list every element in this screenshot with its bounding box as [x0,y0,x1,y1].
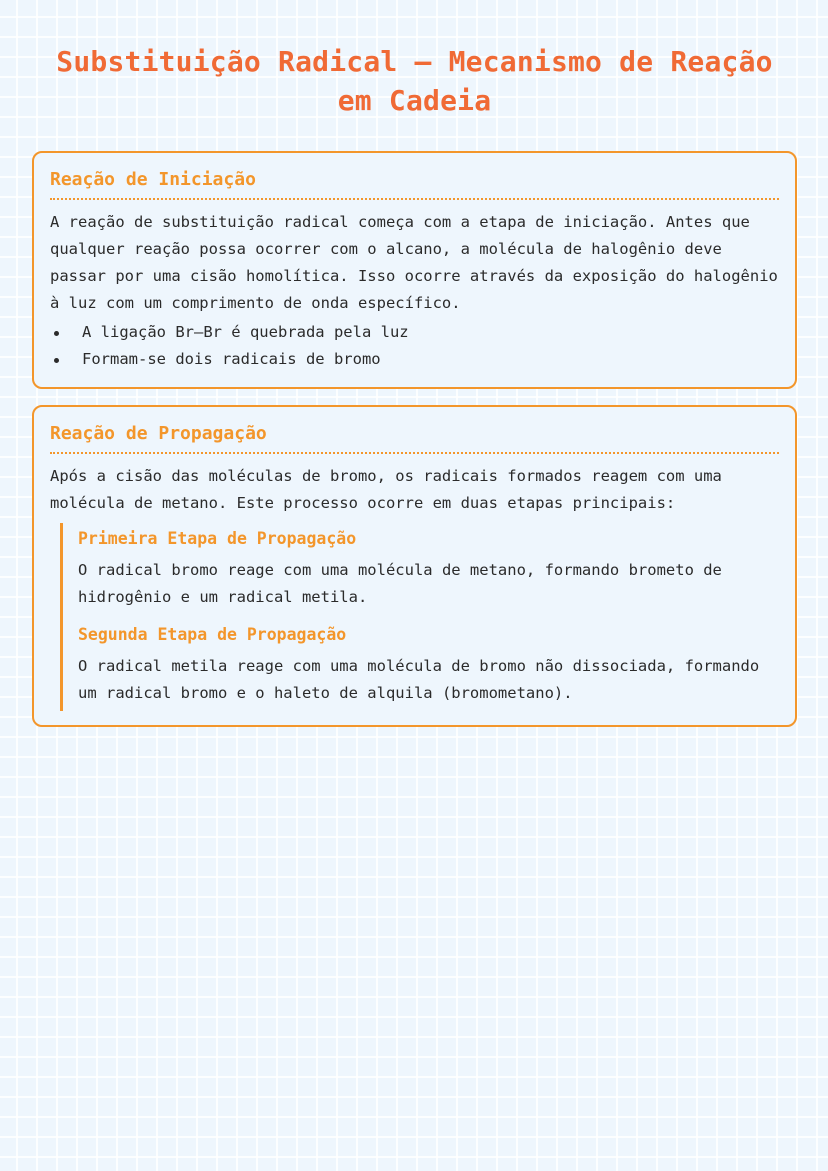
list-item [50,319,779,346]
document-title: Substituição Radical – Mecanismo de Reação em Cadeia [56,45,773,117]
initiation-bullet-list [50,319,779,373]
propagation-steps [60,523,779,711]
propagation-paragraph: Após a cisão das moléculas de bromo, os radicais formados reagem com uma molécula de metano. Este processo ocorre em duas etapas principais: [50,467,722,512]
step-title: Primeira Etapa de Propagação [78,529,357,548]
step-title: Segunda Etapa de Propagação [78,625,347,644]
step-text: O radical metila reage com uma molécula de bromo não dissociada, formando um radical bromo e o haleto de alquila (bromometano). [78,657,760,702]
bullet-text: A ligação Br–Br é quebrada pela luz [82,323,409,341]
bullet-dot-icon [54,358,59,363]
propagation-step-first [78,527,779,611]
initiation-paragraph: A reação de substituição radical começa com a etapa de iniciação. Antes que qualquer reação possa ocorrer com o alcano, a molécula de halogênio deve passar por uma cisão homolítica. Isso ocorre através da exposição do halogênio à luz com um comprimento de onda específico. [50,213,778,312]
propagation-heading: Reação de Propagação [50,422,779,454]
initiation-heading: Reação de Iniciação [50,168,779,200]
propagation-section [32,405,797,727]
list-item [50,346,779,373]
document-page [32,42,797,727]
initiation-section [32,151,797,389]
step-text: O radical bromo reage com uma molécula de metano, formando brometo de hidrogênio e um radical metila. [78,561,722,606]
propagation-step-second [78,623,779,707]
bullet-dot-icon [54,331,59,336]
bullet-text: Formam-se dois radicais de bromo [82,350,381,368]
